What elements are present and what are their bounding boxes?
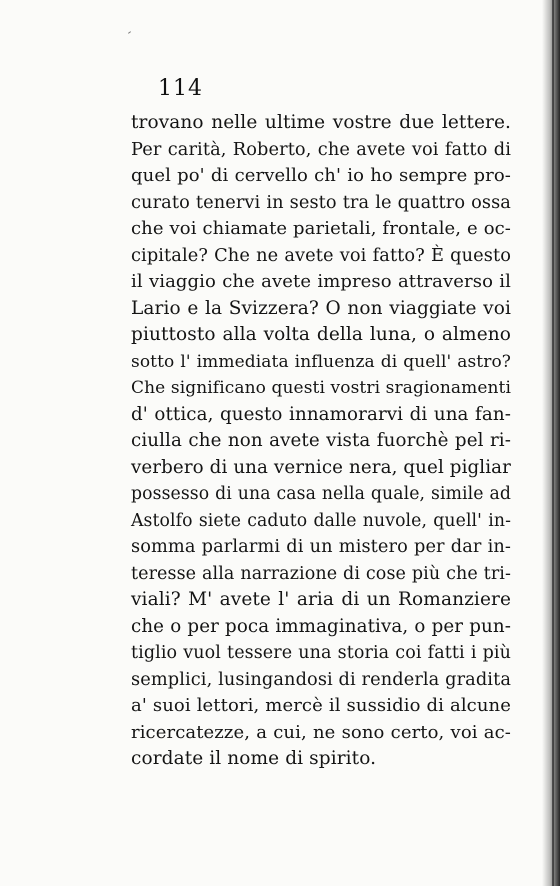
text-line: ciulla che non avete vista fuorchè pel ri- (131, 430, 511, 451)
text-line: somma parlarmi di un mistero per dar in- (131, 537, 511, 557)
text-line: viali? M' avete l' aria di un Romanziere (131, 589, 511, 610)
text-line: possesso di una casa nella quale, simile ad (131, 484, 511, 504)
text-line: sotto l' immediata influenza di quell' astro? (131, 351, 511, 372)
text-line: cordate il nome di spirito. (131, 748, 377, 769)
text-line: piuttosto alla volta della luna, o almeno (131, 324, 511, 345)
text-line: Lario e la Svizzera? O non viaggiate voi (131, 297, 511, 319)
text-line: a' suoi lettori, mercè il sussidio di alcune (131, 695, 511, 716)
text-line: curato tenervi in sesto tra le quattro ossa (131, 192, 511, 213)
text-line: d' ottica, questo innamorarvi di una fan- (131, 403, 511, 425)
text-line: che voi chiamate parietali, frontale, e oc- (131, 218, 511, 239)
text-line: quel po' di cervello ch' io ho sempre pro- (131, 165, 511, 186)
scan-speck (128, 31, 131, 34)
page-edge-shadow (542, 0, 560, 886)
text-line: Per carità, Roberto, che avete voi fatto di (131, 139, 511, 160)
text-line: Che significano questi vostri sragionamenti (131, 378, 511, 398)
text-line: il viaggio che avete impreso attraverso il (131, 271, 511, 292)
text-line: verbero di una vernice nera, quel pigliar (131, 456, 511, 478)
text-line: che o per poca immaginativa, o per pun- (131, 615, 511, 637)
text-line: teresse alla narrazione di cose più che tri- (131, 563, 511, 584)
text-line: semplici, lusingandosi di renderla gradita (131, 669, 511, 690)
text-line: Astolfo siete caduto dalle nuvole, quell' in- (131, 510, 511, 531)
text-line: tiglio vuol tessere una storia coi fatti i più (131, 643, 511, 663)
text-line: trovano nelle ultime vostre due lettere. (131, 112, 511, 133)
text-line: cipitale? Che ne avete voi fatto? È questo (131, 245, 511, 266)
page-number: 114 (158, 76, 203, 101)
body-text (131, 110, 511, 773)
text-line: ricercatezze, a cui, ne sono certo, voi ac- (131, 721, 511, 743)
